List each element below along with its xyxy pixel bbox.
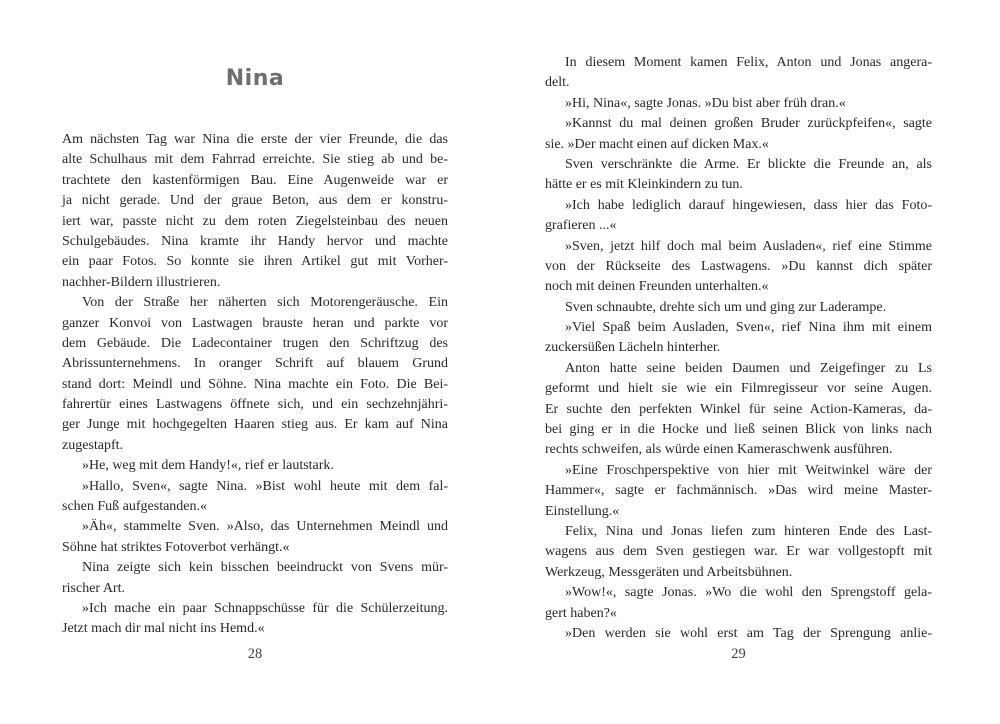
text-line: »Kannst du mal deinen großen Bruder zurückpfeifen«, sagte bbox=[565, 116, 932, 132]
text-line: dem Gebäude. Die Ladecontainer trugen den Schriftzug des bbox=[62, 335, 448, 351]
text-line: Jetzt mach dir mal nicht ins Hemd.« bbox=[62, 621, 265, 637]
text-line: »Sven, jetzt hilf doch mal beim Ausladen«, rief eine Stimme bbox=[565, 238, 932, 254]
text-line: Einstellung.« bbox=[545, 503, 620, 519]
text-line: Sven schnaubte, drehte sich um und ging zur Laderampe. bbox=[565, 299, 887, 315]
text-line: Sven verschränkte die Arme. Er blickte die Freunde an, als bbox=[565, 156, 932, 172]
text-line: Am nächsten Tag war Nina die erste der vier Freunde, die das bbox=[62, 132, 448, 147]
text-line: bei ging er in die Hocke und ließ seinen Blick von links nach bbox=[545, 422, 932, 438]
text-line: zuckersüßen Lächeln hinterher. bbox=[545, 340, 721, 356]
text-line: »Äh«, stammelte Sven. »Also, das Unternehmen Meindl und bbox=[82, 519, 448, 535]
text-line: »Ich mache ein paar Schnappschüsse für die Schülerzeitung. bbox=[82, 600, 448, 616]
right-page-text bbox=[545, 53, 932, 644]
text-line: Abrissunternehmens. In oranger Schrift auf blauem Grund bbox=[62, 356, 448, 372]
text-line: geformt und hielt sie wie ein Filmregisseur vor seine Augen. bbox=[545, 381, 932, 397]
text-line: »Den werden sie wohl erst am Tag der Sprengung anlie- bbox=[565, 625, 932, 641]
text-line: zugestapft. bbox=[62, 437, 124, 453]
text-line: wagens aus dem Sven gestiegen war. Er war vollgestopft mit bbox=[545, 544, 932, 560]
text-line: rischer Art. bbox=[62, 580, 125, 596]
text-line: gert haben?« bbox=[545, 605, 617, 621]
text-line: »Hi, Nina«, sagte Jonas. »Du bist aber früh dran.« bbox=[565, 95, 846, 111]
text-line: ja nicht gerade. Und der graue Beton, aus dem er konstru- bbox=[62, 193, 448, 209]
text-line: fahrertür eines Lastwagens öffnete sich, und ein sechzehnjähri- bbox=[62, 397, 448, 413]
text-line: »Wow!«, sagte Jonas. »Wo die wohl den Sprengstoff gela- bbox=[565, 585, 932, 601]
text-line: schen Fuß aufgestanden.« bbox=[62, 499, 208, 515]
text-line: noch mit deinen Freunden unterhalten.« bbox=[545, 279, 769, 295]
text-line: Von der Straße her näherten sich Motorengeräusche. Ein bbox=[82, 295, 448, 311]
text-line: Hammer«, sagte er fachmännisch. »Das wird meine Master- bbox=[545, 483, 932, 499]
text-line: Söhne hat striktes Fotoverbot verhängt.« bbox=[62, 539, 290, 555]
left-page-text bbox=[62, 130, 448, 640]
text-line: alte Schulhaus mit dem Fahrrad erreichte. Sie stieg ab und be- bbox=[62, 152, 448, 168]
text-line: Nina zeigte sich kein bisschen beeindruckt von Svens mür- bbox=[82, 560, 448, 576]
left-page bbox=[62, 0, 448, 724]
text-line: »He, weg mit dem Handy!«, rief er lautstark. bbox=[82, 458, 334, 474]
text-line: delt. bbox=[545, 75, 570, 91]
text-line: Er suchte den perfekten Winkel für seine Action-Kameras, da- bbox=[545, 401, 932, 417]
text-line: ein paar Fotos. So konnte sie ihren Artikel gut mit Vorher- bbox=[62, 254, 448, 270]
text-line: Anton hatte seine beiden Daumen und Zeigefinger zu Ls bbox=[565, 360, 932, 376]
text-line: »Ich habe lediglich darauf hingewiesen, dass hier das Foto- bbox=[565, 197, 932, 213]
text-line: »Hallo, Sven«, sagte Nina. »Bist wohl heute mit dem fal- bbox=[82, 478, 448, 494]
page-number-right: 29 bbox=[731, 646, 746, 662]
text-line: iert war, passte nicht zu dem roten Ziegelsteinbau des neuen bbox=[62, 213, 448, 229]
text-line: ganzer Konvoi von Lastwagen brauste heran und parkte vor bbox=[62, 315, 448, 331]
page-number-left: 28 bbox=[247, 646, 263, 662]
text-line: Werkzeug, Messgeräten und Arbeitsbühnen. bbox=[545, 564, 793, 580]
text-line: stand dort: Meindl und Söhne. Nina machte ein Foto. Die Bei- bbox=[62, 376, 448, 392]
text-line: rechts schweifen, als würde einen Kameraschwenk ausführen. bbox=[545, 442, 893, 458]
text-line: »Viel Spaß beim Ausladen, Sven«, rief Nina ihm mit einem bbox=[565, 320, 932, 336]
text-line: grafieren ...« bbox=[545, 218, 617, 234]
text-line: In diesem Moment kamen Felix, Anton und Jonas angera- bbox=[565, 55, 932, 70]
text-line: »Eine Froschperspektive von hier mit Weitwinkel wäre der bbox=[565, 462, 932, 478]
text-line: hätte er es mit Kleinkindern zu tun. bbox=[545, 177, 743, 193]
chapter-title: Nina bbox=[225, 66, 285, 91]
text-line: Schulgebäudes. Nina kramte ihr Handy hervor und machte bbox=[62, 233, 448, 249]
text-line: trachtete den kastenförmigen Bau. Eine Augenweide war er bbox=[62, 172, 448, 188]
right-page bbox=[545, 0, 932, 724]
text-line: Felix, Nina und Jonas liefen zum hinteren Ende des Last- bbox=[565, 523, 932, 539]
text-line: ger Junge mit hochgegelten Haaren stieg aus. Er kam auf Nina bbox=[62, 417, 448, 433]
text-line: sie. »Der macht einen auf dicken Max.« bbox=[545, 136, 769, 152]
text-line: von der Rückseite des Lastwagens. »Du kannst dich später bbox=[545, 258, 932, 274]
text-line: nachher-Bildern illustrieren. bbox=[62, 274, 221, 290]
